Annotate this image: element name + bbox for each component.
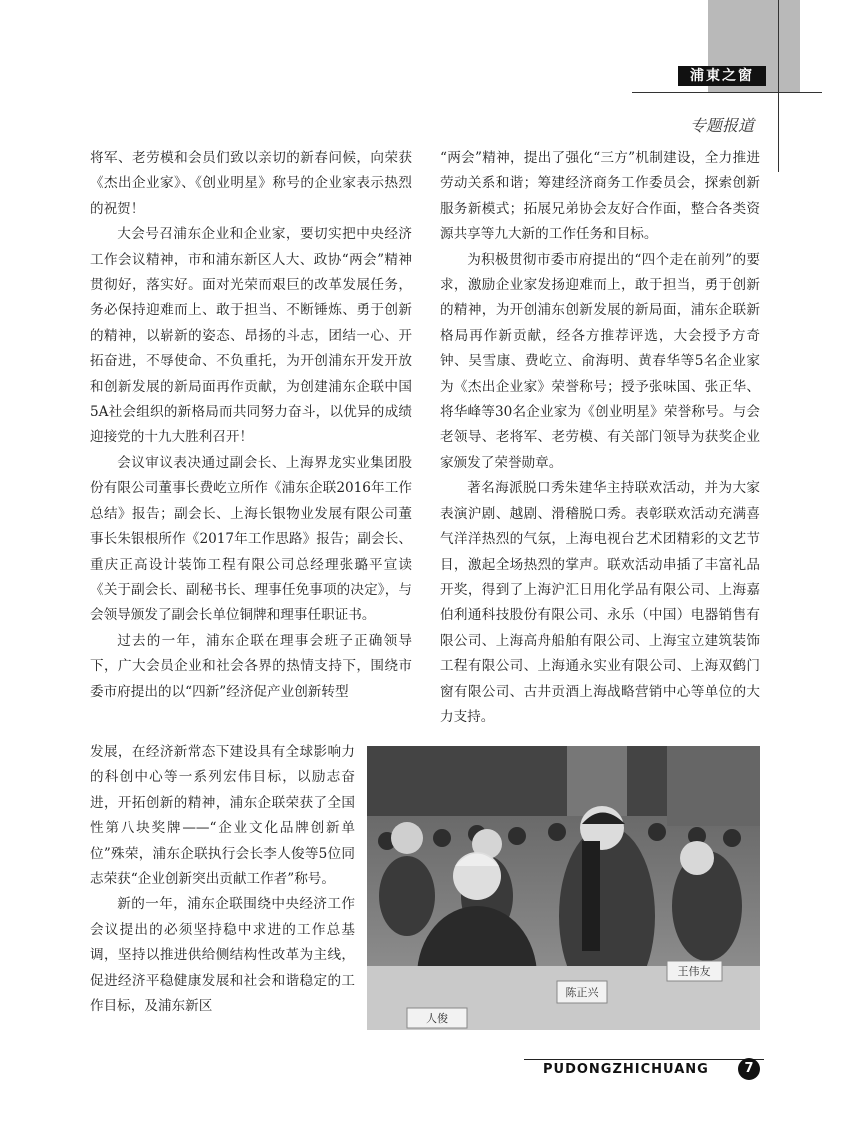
event-photo-illustration bbox=[367, 746, 760, 1030]
header-horizontal-rule bbox=[632, 92, 822, 93]
photo-name-card: 人俊 bbox=[426, 1012, 448, 1025]
event-photo bbox=[367, 746, 760, 1030]
brand-banner: 浦東之窗 bbox=[678, 66, 766, 86]
footer-brand: PUDONGZHICHUANG bbox=[543, 1062, 709, 1077]
article-paragraph: 为积极贯彻市委市府提出的“四个走在前列”的要求，激励企业家发扬迎难而上，敢于担当，勇于创新的精神，为开创浦东创新发展的新局面，浦东企联新格局再作新贡献，经各方推荐评选，大会授予方奇钟、吴雪康、费屹立、俞海明、黄春华等5名企业家为《杰出企业家》荣誉称号；授予张味国、张正华、将华峰等30名企业家为《创业明星》荣誉称号。与会老领导、老将军、老劳模、有关部门领导为获奖企业家颁发了荣誉勋章。 bbox=[440, 251, 760, 471]
article-column-left-bottom bbox=[90, 740, 355, 1019]
article-paragraph: 将军、老劳模和会员们致以亲切的新春问候，向荣获《杰出企业家》、《创业明星》称号的企业家表示热烈的祝贺！ bbox=[90, 150, 412, 217]
article-paragraph: 新的一年，浦东企联围绕中央经济工作会议提出的必须坚持稳中求进的工作总基调，坚持以推进供给侧结构性改革为主线，促进经济平稳健康发展和社会和谐稳定的工作目标，及浦东新区 bbox=[90, 896, 355, 1015]
article-paragraph: 会议审议表决通过副会长、上海界龙实业集团股份有限公司董事长费屹立所作《浦东企联2016年工作总结》报告；副会长、上海长银物业发展有限公司董事长朱银根所作《2017年工作思路》报告；副会长、重庆正高设计装饰工程有限公司总经理张璐平宣读《关于副会长、副秘书长、理事任免事项的决定》，与会领导颁发了副会长单位铜牌和理事任职证书。 bbox=[90, 454, 412, 624]
page-number: 7 bbox=[738, 1058, 760, 1080]
section-title: 专题报道 bbox=[690, 116, 755, 135]
article-paragraph: 过去的一年，浦东企联在理事会班子正确领导下，广大会员企业和社会各界的热情支持下，围绕市委市府提出的以“四新”经济促产业创新转型 bbox=[90, 632, 412, 700]
footer-rule bbox=[524, 1059, 764, 1060]
article-paragraph: 著名海派脱口秀朱建华主持联欢活动，并为大家表演沪剧、越剧、滑稽脱口秀。表彰联欢活动充满喜气洋洋热烈的气氛，上海电视台艺术团精彩的文艺节目，激起全场热烈的掌声。联欢活动串插了丰富礼品开奖，得到了上海沪汇日用化学品有限公司、上海嘉伯利通科技股份有限公司、永乐（中国）电器销售有限公司、上海高舟船舶有限公司、上海宝立建筑装饰工程有限公司、上海通永实业有限公司、上海双鹤门窗有限公司、古井贡酒上海战略营销中心等单位的大力支持。 bbox=[440, 480, 760, 725]
photo-name-card: 陈正兴 bbox=[565, 986, 599, 999]
header-vertical-rule bbox=[778, 0, 779, 172]
article-column-right bbox=[440, 146, 760, 730]
article-paragraph: 发展，在经济新常态下建设具有全球影响力的科创中心等一系列宏伟目标，以励志奋进，开拓创新的精神，浦东企联荣获了全国性第八块奖牌——“企业文化品牌创新单位”殊荣，浦东企联执行会长李人俊等5位同志荣获“企业创新突出贡献工作者”称号。 bbox=[90, 744, 355, 888]
photo-name-card: 王伟友 bbox=[677, 965, 711, 978]
article-column-left-top bbox=[90, 146, 412, 705]
article-paragraph: 大会号召浦东企业和企业家，要切实把中央经济工作会议精神，市和浦东新区人大、政协“两会”精神贯彻好，落实好。面对光荣而艰巨的改革发展任务，务必保持迎难而上、敢于担当、不断锤炼、勇于创新的精神，以崭新的姿态、昂扬的斗志，团结一心、开拓奋进，不辱使命、不负重托，为开创浦东开发开放和创新发展的新局面再作贡献，为创建浦东企联中国5A社会组织的新格局而共同努力奋斗，以优异的成绩迎接党的十九大胜利召开！ bbox=[90, 226, 412, 446]
article-paragraph: “两会”精神，提出了强化“三方”机制建设，全力推进劳动关系和谐；筹建经济商务工作委员会，探索创新服务新模式；拓展兄弟协会友好合作面，整合各类资源共享等九大新的工作任务和目标。 bbox=[440, 150, 760, 243]
